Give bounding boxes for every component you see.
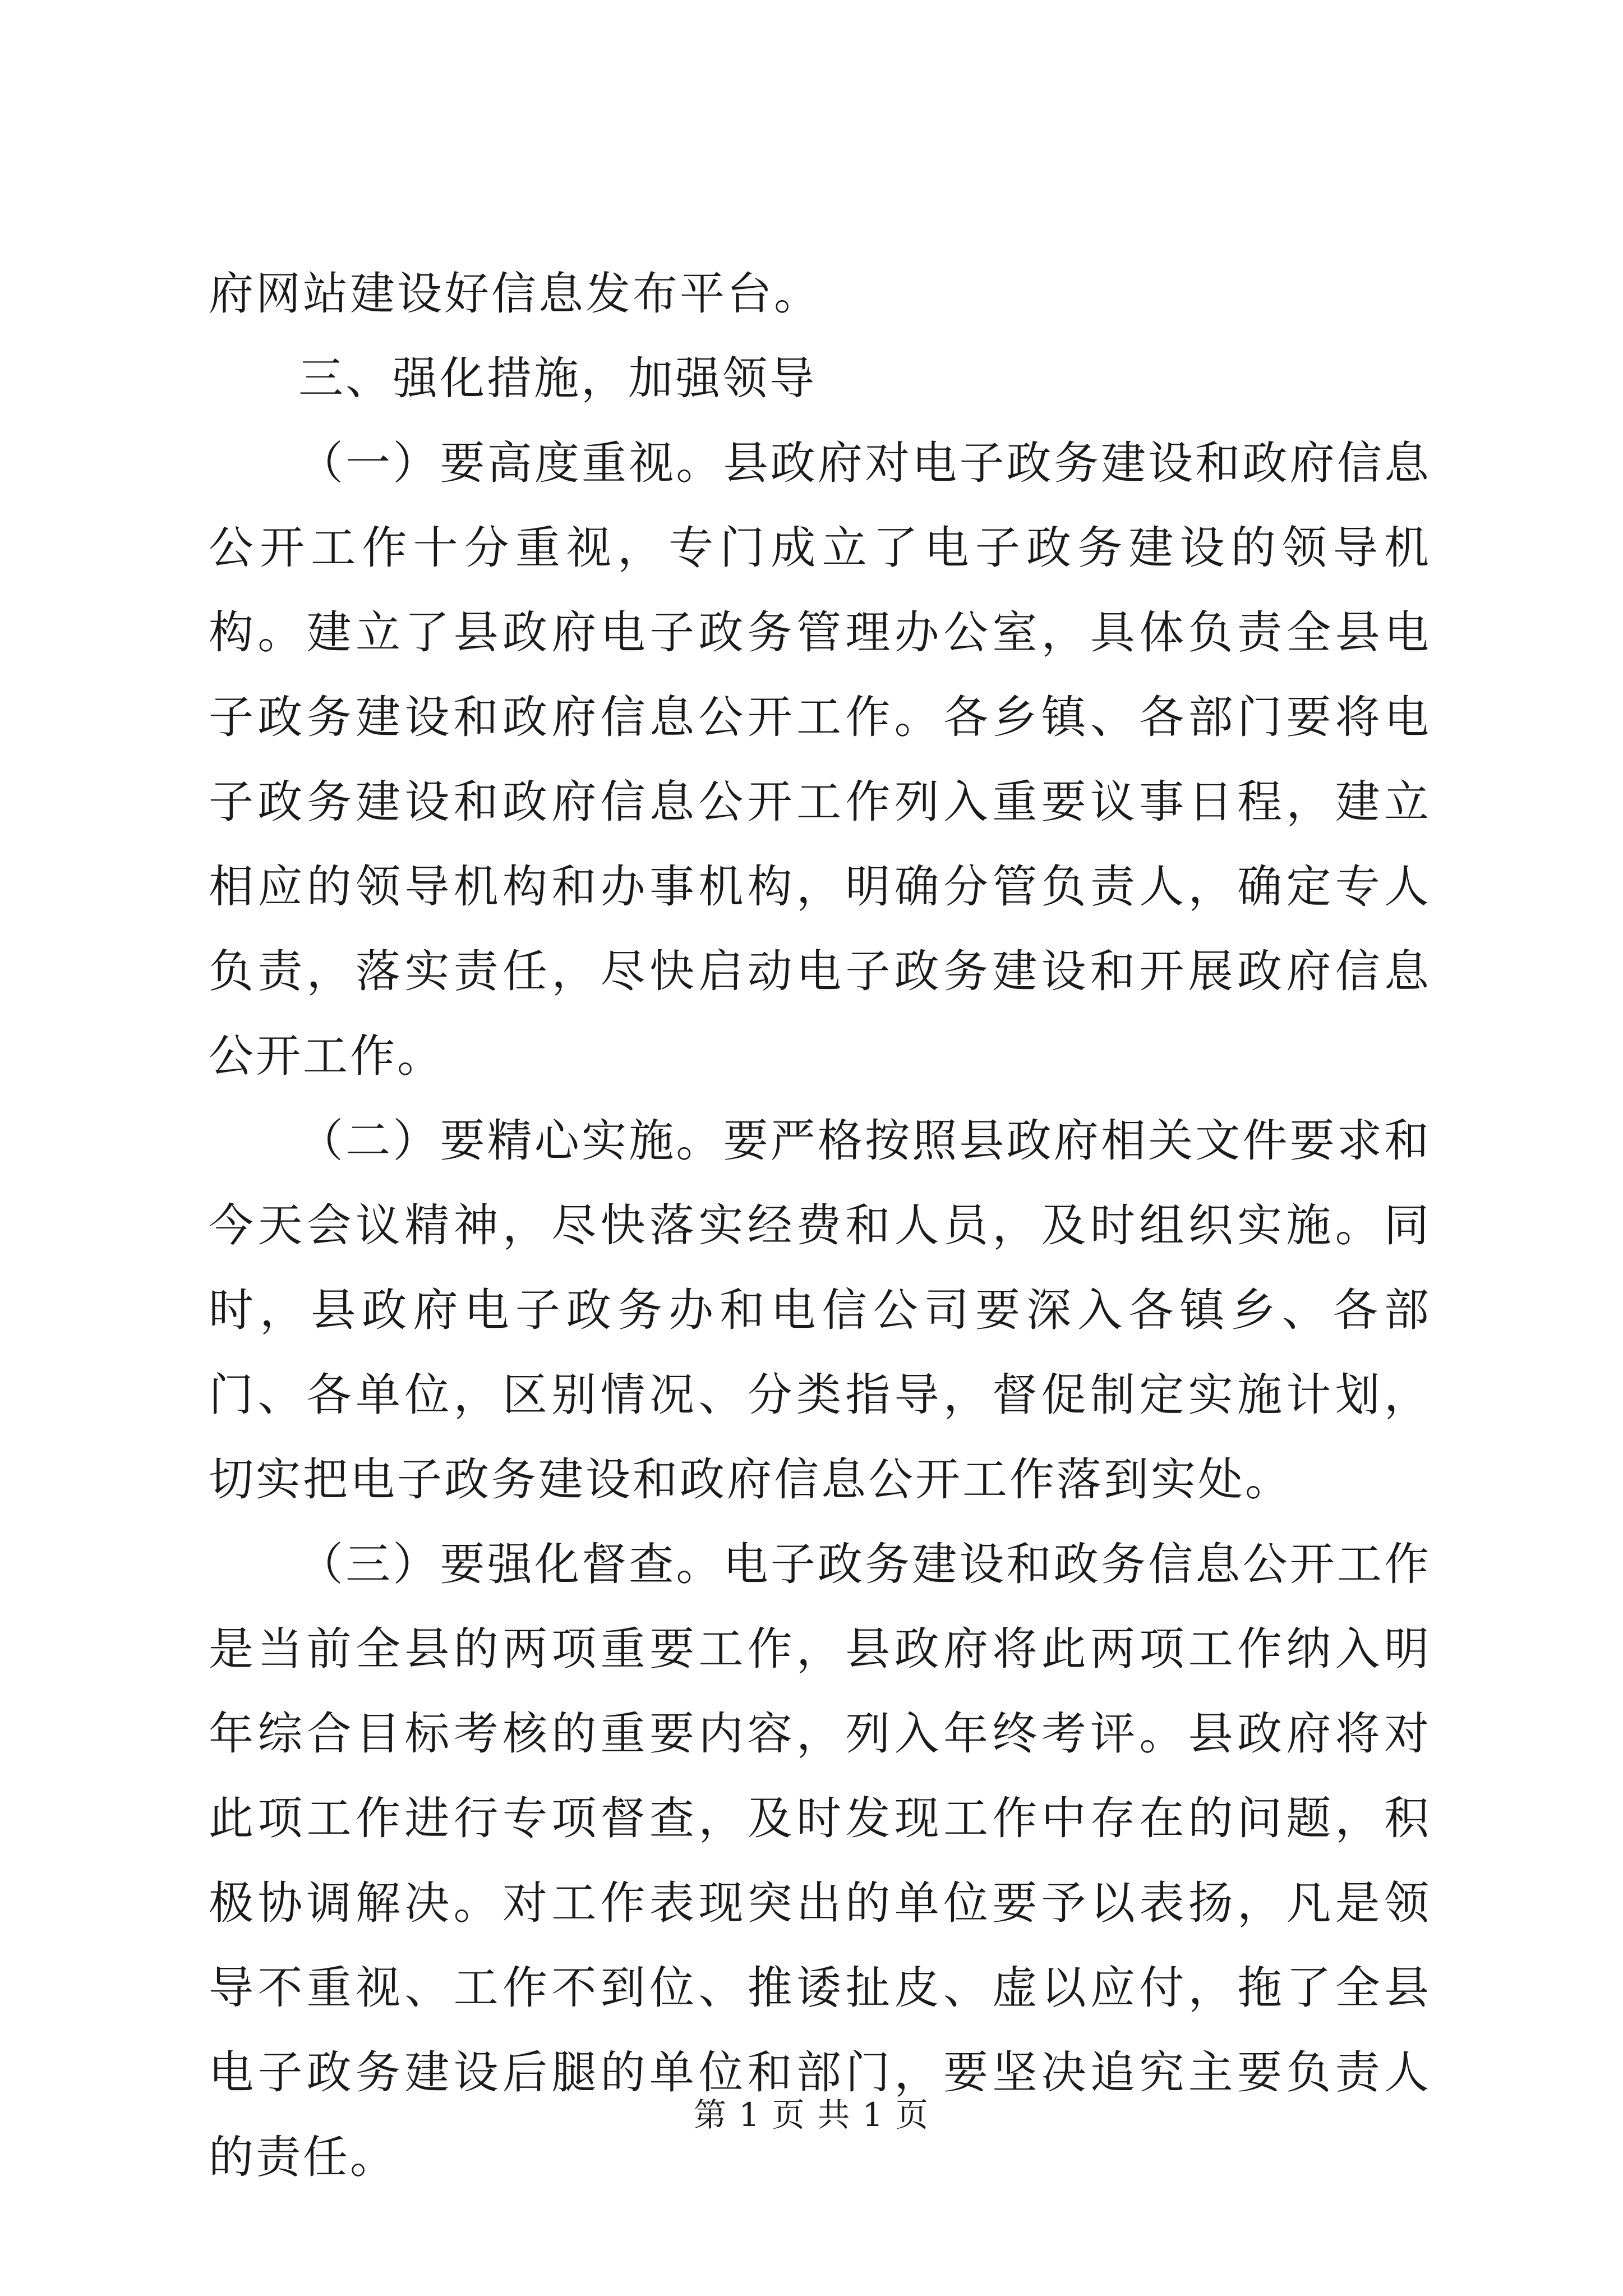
paragraph-item-2: （二）要精心实施。要严格按照县政府相关文件要求和今天会议精神，尽快落实经费和人员，及时组织实施。同时，县政府电子政务办和电信公司要深入各镇乡、各部门、各单位，区别情况、分类指导，督促制定实施计划，切实把电子政务建设和政府信息公开工作落到实处。 (209, 1115, 1431, 1506)
paragraph-item-1: （一）要高度重视。县政府对电子政务建设和政府信息公开工作十分重视，专门成立了电子政务建设的领导机构。建立了县政府电子政务管理办公室，具体负责全县电子政务建设和政府信息公开工作。各乡镇、各部门要将电子政务建设和政府信息公开工作列入重要议事日程，建立相应的领导机构和办事机构，明确分管负责人，确定专人负责，落实责任，尽快启动电子政务建设和开展政府信息公开工作。 (209, 437, 1431, 1082)
paragraph-continuation: 府网站建设好信息发布平台。 (209, 268, 821, 320)
paragraph-item-3: （三）要强化督查。电子政务建设和政务信息公开工作是当前全县的两项重要工作，县政府将此两项工作纳入明年综合目标考核的重要内容，列入年终考评。县政府将对此项工作进行专项督查，及时发现工作中存在的问题，积极协调解决。对工作表现突出的单位要予以表扬，凡是领导不重视、工作不到位、推诿扯皮、虚以应付，拖了全县电子政务建设后腿的单位和部门，要坚决追究主要负责人的责任。 (209, 1538, 1431, 2183)
page-number-footer: 第 1 页 共 1 页 (694, 2096, 929, 2134)
section-heading: 三、强化措施，加强领导 (298, 352, 817, 404)
document-body (209, 251, 1431, 2200)
